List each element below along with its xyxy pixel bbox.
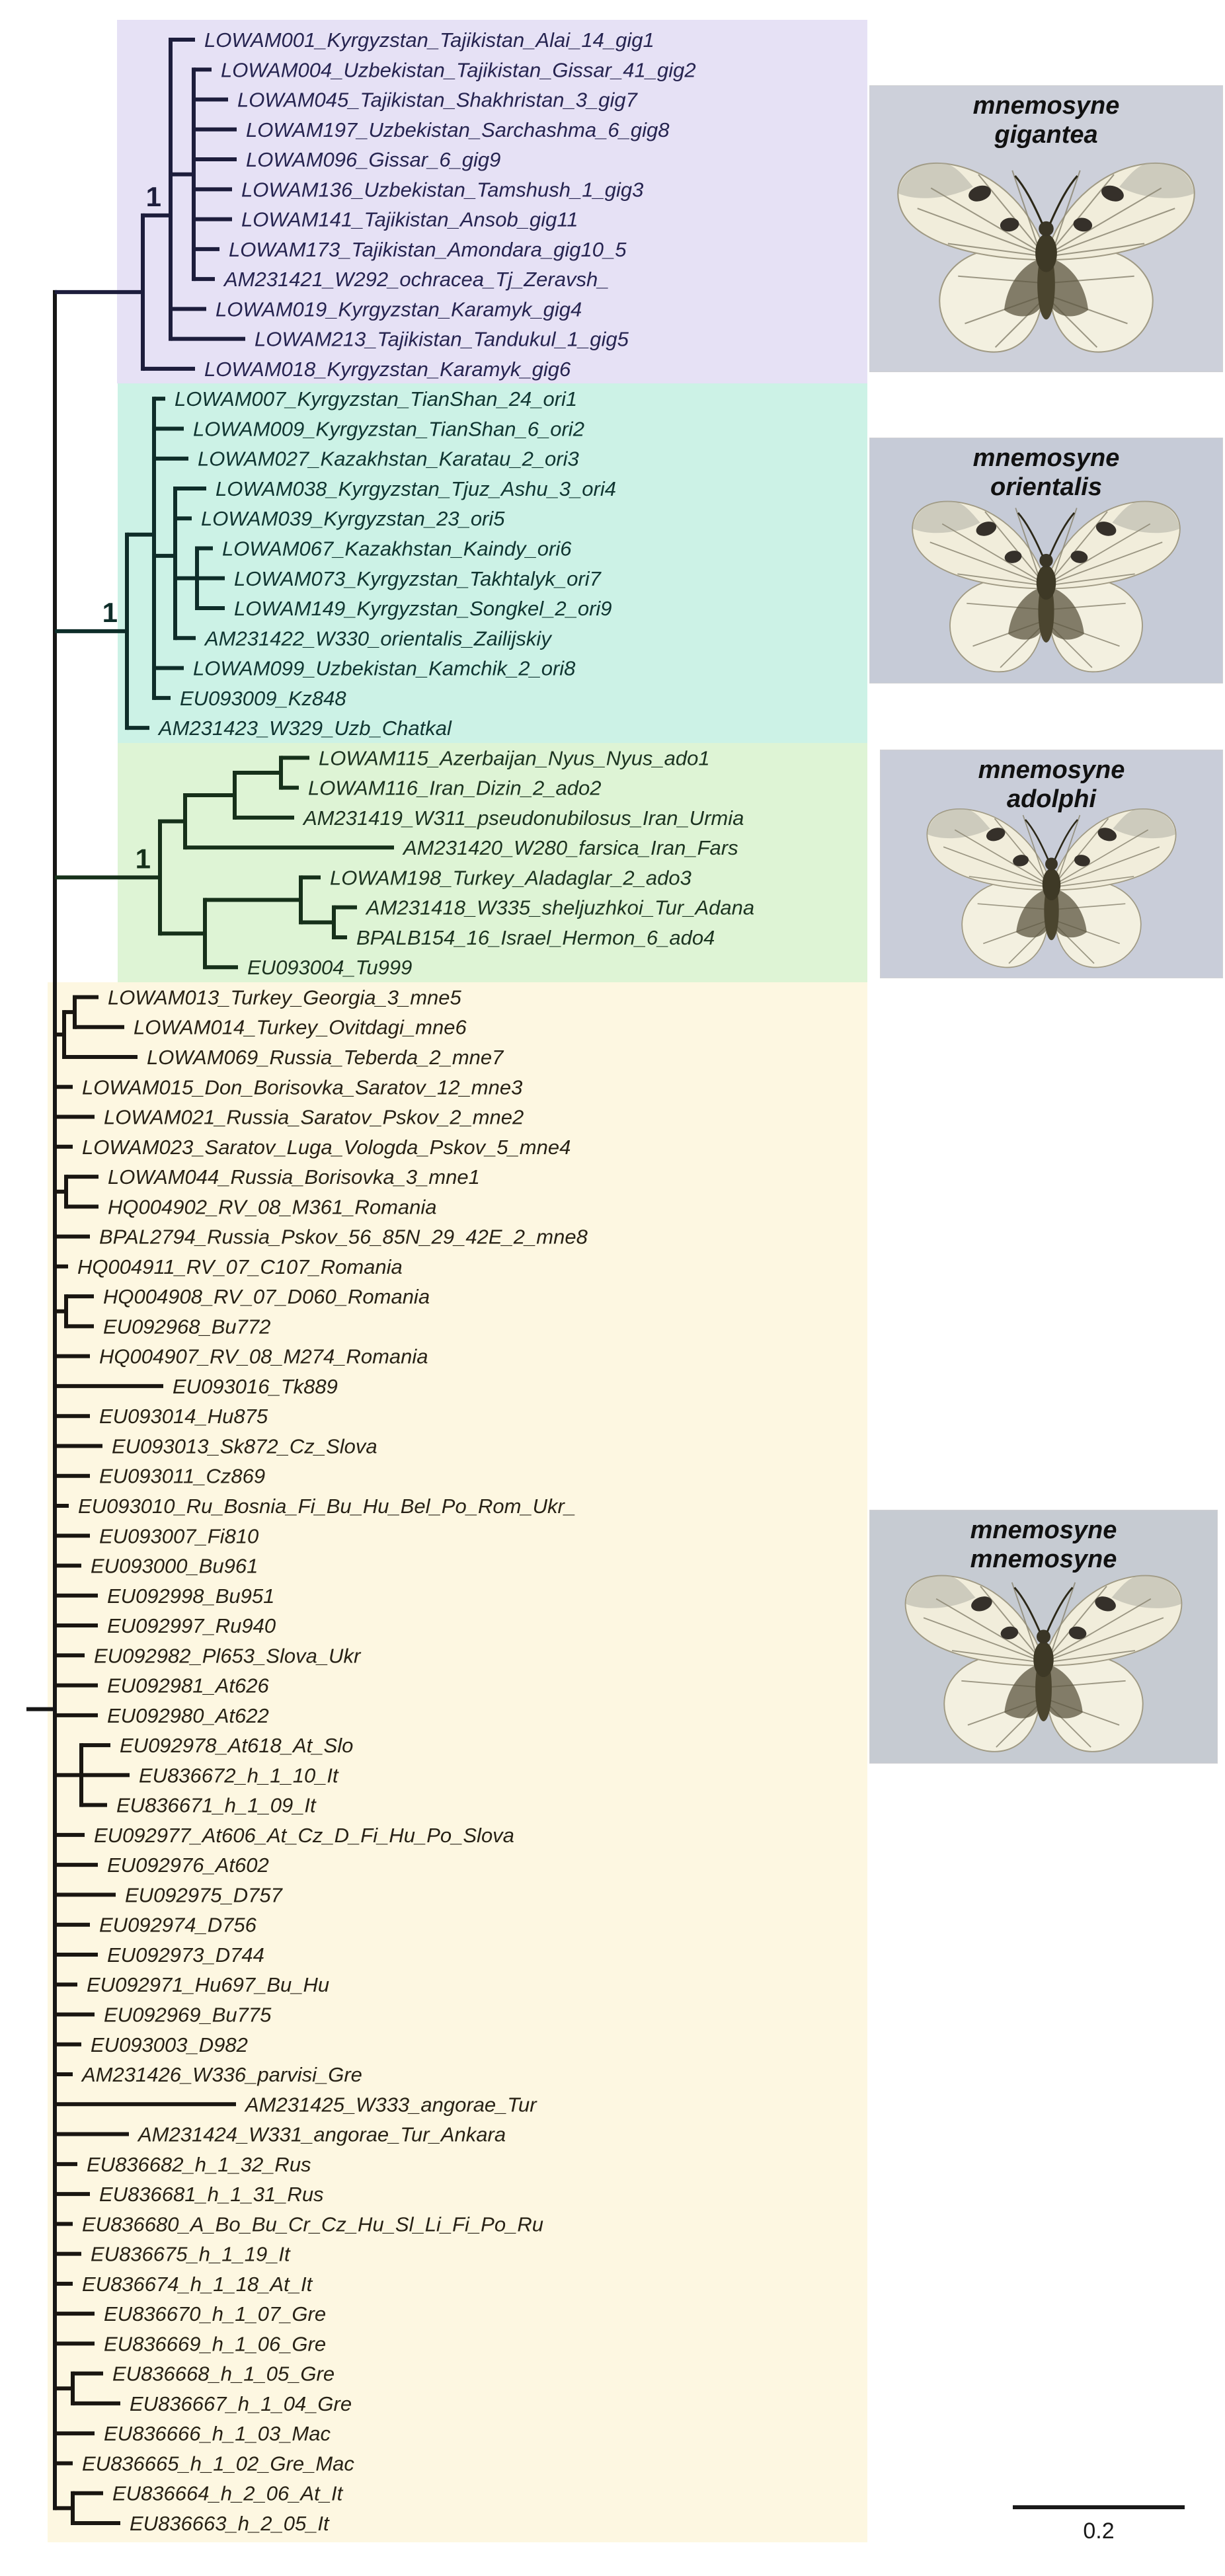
leaf-label: EU092976_At602 — [107, 1854, 269, 1877]
leaf-label: AM231426_W336_parvisi_Gre — [82, 2063, 362, 2087]
leaf-label: LOWAM213_Tajikistan_Tandukul_1_gig5 — [255, 327, 629, 351]
leaf-label: AM231423_W329_Uzb_Chatkal — [159, 717, 452, 740]
leaf-label: LOWAM039_Kyrgyzstan_23_ori5 — [201, 507, 505, 531]
leaf-label: AM231418_W335_sheljuzhkoi_Tur_Adana — [366, 896, 755, 919]
leaf-label: EU093000_Bu961 — [91, 1554, 258, 1578]
leaf-label: EU092977_At606_At_Cz_D_Fi_Hu_Po_Slova — [94, 1823, 514, 1847]
leaf-label: EU092971_Hu697_Bu_Hu — [87, 1973, 330, 1997]
leaf-label: HQ004902_RV_08_M361_Romania — [108, 1195, 437, 1219]
leaf-label: EU093014_Hu875 — [99, 1405, 268, 1428]
leaf-label: EU836666_h_1_03_Mac — [104, 2422, 331, 2446]
leaf-label: EU092978_At618_At_Slo — [120, 1734, 354, 1758]
leaf-label: LOWAM045_Tajikistan_Shakhristan_3_gig7 — [237, 88, 637, 112]
leaf-label: LOWAM009_Kyrgyzstan_TianShan_6_ori2 — [193, 417, 584, 441]
leaf-label: EU836674_h_1_18_At_It — [82, 2272, 313, 2296]
leaf-label: BPAL2794_Russia_Pskov_56_85N_29_42E_2_mne8 — [99, 1225, 588, 1249]
leaf-label: EU092974_D756 — [99, 1913, 257, 1937]
leaf-label: HQ004908_RV_07_D060_Romania — [103, 1285, 430, 1309]
leaf-label: LOWAM014_Turkey_Ovitdagi_mne6 — [134, 1015, 467, 1039]
specimen-panel-adolphi — [881, 750, 1222, 978]
leaf-label: EU836681_h_1_31_Rus — [99, 2183, 324, 2206]
leaf-label: LOWAM013_Turkey_Georgia_3_mne5 — [108, 986, 461, 1009]
caption-line: mnemosyne — [970, 1545, 1117, 1573]
leaf-label: LOWAM019_Kyrgyzstan_Karamyk_gig4 — [216, 297, 582, 321]
leaf-label: LOWAM004_Uzbekistan_Tajikistan_Gissar_41_gig2 — [221, 58, 696, 82]
leaf-label: EU836672_h_1_10_It — [139, 1764, 338, 1787]
leaf-label: LOWAM141_Tajikistan_Ansob_gig11 — [241, 208, 578, 231]
specimen-panel-gigantea — [870, 86, 1222, 371]
leaf-label: EU836665_h_1_02_Gre_Mac — [82, 2452, 354, 2476]
leaf-label: EU093003_D982 — [91, 2033, 248, 2056]
leaf-label: LOWAM115_Azerbaijan_Nyus_Nyus_ado1 — [319, 746, 710, 770]
caption-line: mnemosyne — [970, 1516, 1117, 1544]
leaf-label: EU836667_h_1_04_Gre — [130, 2392, 352, 2415]
leaf-label: LOWAM038_Kyrgyzstan_Tjuz_Ashu_3_ori4 — [216, 477, 616, 500]
leaf-label: EU836680_A_Bo_Bu_Cr_Cz_Hu_Sl_Li_Fi_Po_Ru — [82, 2212, 543, 2236]
leaf-label: LOWAM023_Saratov_Luga_Vologda_Pskov_5_mne4 — [82, 1135, 571, 1159]
support-value: 1 — [145, 180, 161, 212]
leaf-label: LOWAM027_Kazakhstan_Karatau_2_ori3 — [198, 447, 579, 471]
leaf-label: EU836668_h_1_05_Gre — [112, 2362, 335, 2386]
leaf-label: EU093013_Sk872_Cz_Slova — [112, 1434, 377, 1458]
caption-line: mnemosyne — [972, 444, 1120, 472]
leaf-label: LOWAM069_Russia_Teberda_2_mne7 — [147, 1046, 504, 1070]
scale-bar-line — [1013, 2505, 1185, 2509]
caption-line: mnemosyne — [978, 756, 1125, 784]
leaf-label: LOWAM116_Iran_Dizin_2_ado2 — [308, 776, 602, 800]
leaf-label: EU092998_Bu951 — [107, 1584, 275, 1608]
leaf-label: LOWAM021_Russia_Saratov_Pskov_2_mne2 — [104, 1105, 524, 1129]
leaf-label: LOWAM018_Kyrgyzstan_Karamyk_gig6 — [204, 357, 571, 381]
leaf-label: AM231420_W280_farsica_Iran_Fars — [403, 836, 738, 860]
caption-line: orientalis — [990, 473, 1102, 501]
leaf-label: EU836682_h_1_32_Rus — [87, 2152, 311, 2176]
leaf-label: LOWAM001_Kyrgyzstan_Tajikistan_Alai_14_gig1 — [204, 28, 654, 52]
leaf-label: LOWAM149_Kyrgyzstan_Songkel_2_ori9 — [234, 597, 612, 621]
specimen-caption — [881, 756, 1222, 814]
leaf-label: LOWAM044_Russia_Borisovka_3_mne1 — [108, 1165, 480, 1189]
leaf-label: HQ004907_RV_08_M274_Romania — [99, 1345, 428, 1368]
leaf-label: EU836675_h_1_19_It — [91, 2242, 290, 2266]
leaf-label: EU092981_At626 — [107, 1674, 269, 1698]
specimen-panel-orientalis — [870, 438, 1222, 683]
leaf-label: BPALB154_16_Israel_Hermon_6_ado4 — [356, 925, 715, 949]
leaf-label: LOWAM136_Uzbekistan_Tamshush_1_gig3 — [241, 178, 644, 202]
leaf-label: EU092997_Ru940 — [107, 1614, 276, 1638]
specimen-caption — [870, 444, 1222, 502]
leaf-label: LOWAM099_Uzbekistan_Kamchik_2_ori8 — [193, 656, 576, 680]
scale-bar-label: 0.2 — [1083, 2518, 1115, 2544]
leaf-label: EU093011_Cz869 — [99, 1464, 266, 1488]
specimen-caption — [870, 1516, 1217, 1574]
leaf-label: EU093016_Tk889 — [173, 1374, 338, 1398]
leaf-label: EU092975_D757 — [125, 1883, 282, 1907]
leaf-label: LOWAM096_Gissar_6_gig9 — [246, 148, 501, 172]
scale-bar — [1013, 2505, 1185, 2544]
leaf-label: AM231419_W311_pseudonubilosus_Iran_Urmia — [303, 806, 744, 830]
specimen-panel-mnemosyne — [870, 1510, 1217, 1763]
leaf-label: AM231422_W330_orientalis_Zailijskiy — [205, 627, 551, 650]
leaf-label: EU093009_Kz848 — [180, 686, 346, 710]
leaf-label: EU836664_h_2_06_At_It — [112, 2481, 343, 2505]
caption-line: mnemosyne — [972, 92, 1120, 120]
leaf-label: EU092969_Bu775 — [104, 2003, 272, 2027]
leaf-label: HQ004911_RV_07_C107_Romania — [77, 1255, 403, 1278]
leaf-label: EU092973_D744 — [107, 1943, 264, 1967]
leaf-label: AM231421_W292_ochracea_Tj_Zeravsh_ — [224, 268, 610, 292]
leaf-label: EU093007_Fi810 — [99, 1524, 259, 1548]
leaf-label: EU092982_Pl653_Slova_Ukr — [94, 1644, 361, 1668]
leaf-label: LOWAM067_Kazakhstan_Kaindy_ori6 — [222, 537, 572, 561]
leaf-label: EU836663_h_2_05_It — [130, 2511, 329, 2535]
leaf-label: LOWAM198_Turkey_Aladaglar_2_ado3 — [330, 866, 692, 890]
leaf-label: AM231425_W333_angorae_Tur — [245, 2093, 537, 2117]
leaf-label: LOWAM015_Don_Borisovka_Saratov_12_mne3 — [82, 1075, 523, 1099]
leaf-label: LOWAM173_Tajikistan_Amondara_gig10_5 — [229, 237, 627, 261]
leaf-label: EU093010_Ru_Bosnia_Fi_Bu_Hu_Bel_Po_Rom_Ukr_ — [78, 1494, 576, 1518]
caption-line: gigantea — [994, 121, 1098, 149]
caption-line: adolphi — [1006, 785, 1097, 813]
support-value: 1 — [135, 843, 151, 875]
leaf-label: EU092968_Bu772 — [103, 1315, 271, 1339]
leaf-label: EU836671_h_1_09_It — [116, 1793, 316, 1817]
specimen-caption — [870, 91, 1222, 149]
leaf-label: EU836670_h_1_07_Gre — [104, 2302, 327, 2326]
leaf-label: LOWAM073_Kyrgyzstan_Takhtalyk_ori7 — [234, 566, 601, 590]
support-value: 1 — [102, 596, 118, 628]
leaf-label: EU836669_h_1_06_Gre — [104, 2332, 327, 2356]
leaf-label: AM231424_W331_angorae_Tur_Ankara — [138, 2123, 506, 2146]
leaf-label: EU092980_At622 — [107, 1703, 269, 1727]
leaf-label: LOWAM197_Uzbekistan_Sarchashma_6_gig8 — [246, 118, 670, 141]
leaf-label: LOWAM007_Kyrgyzstan_TianShan_24_ori1 — [175, 387, 578, 411]
leaf-label: EU093004_Tu999 — [247, 956, 413, 980]
